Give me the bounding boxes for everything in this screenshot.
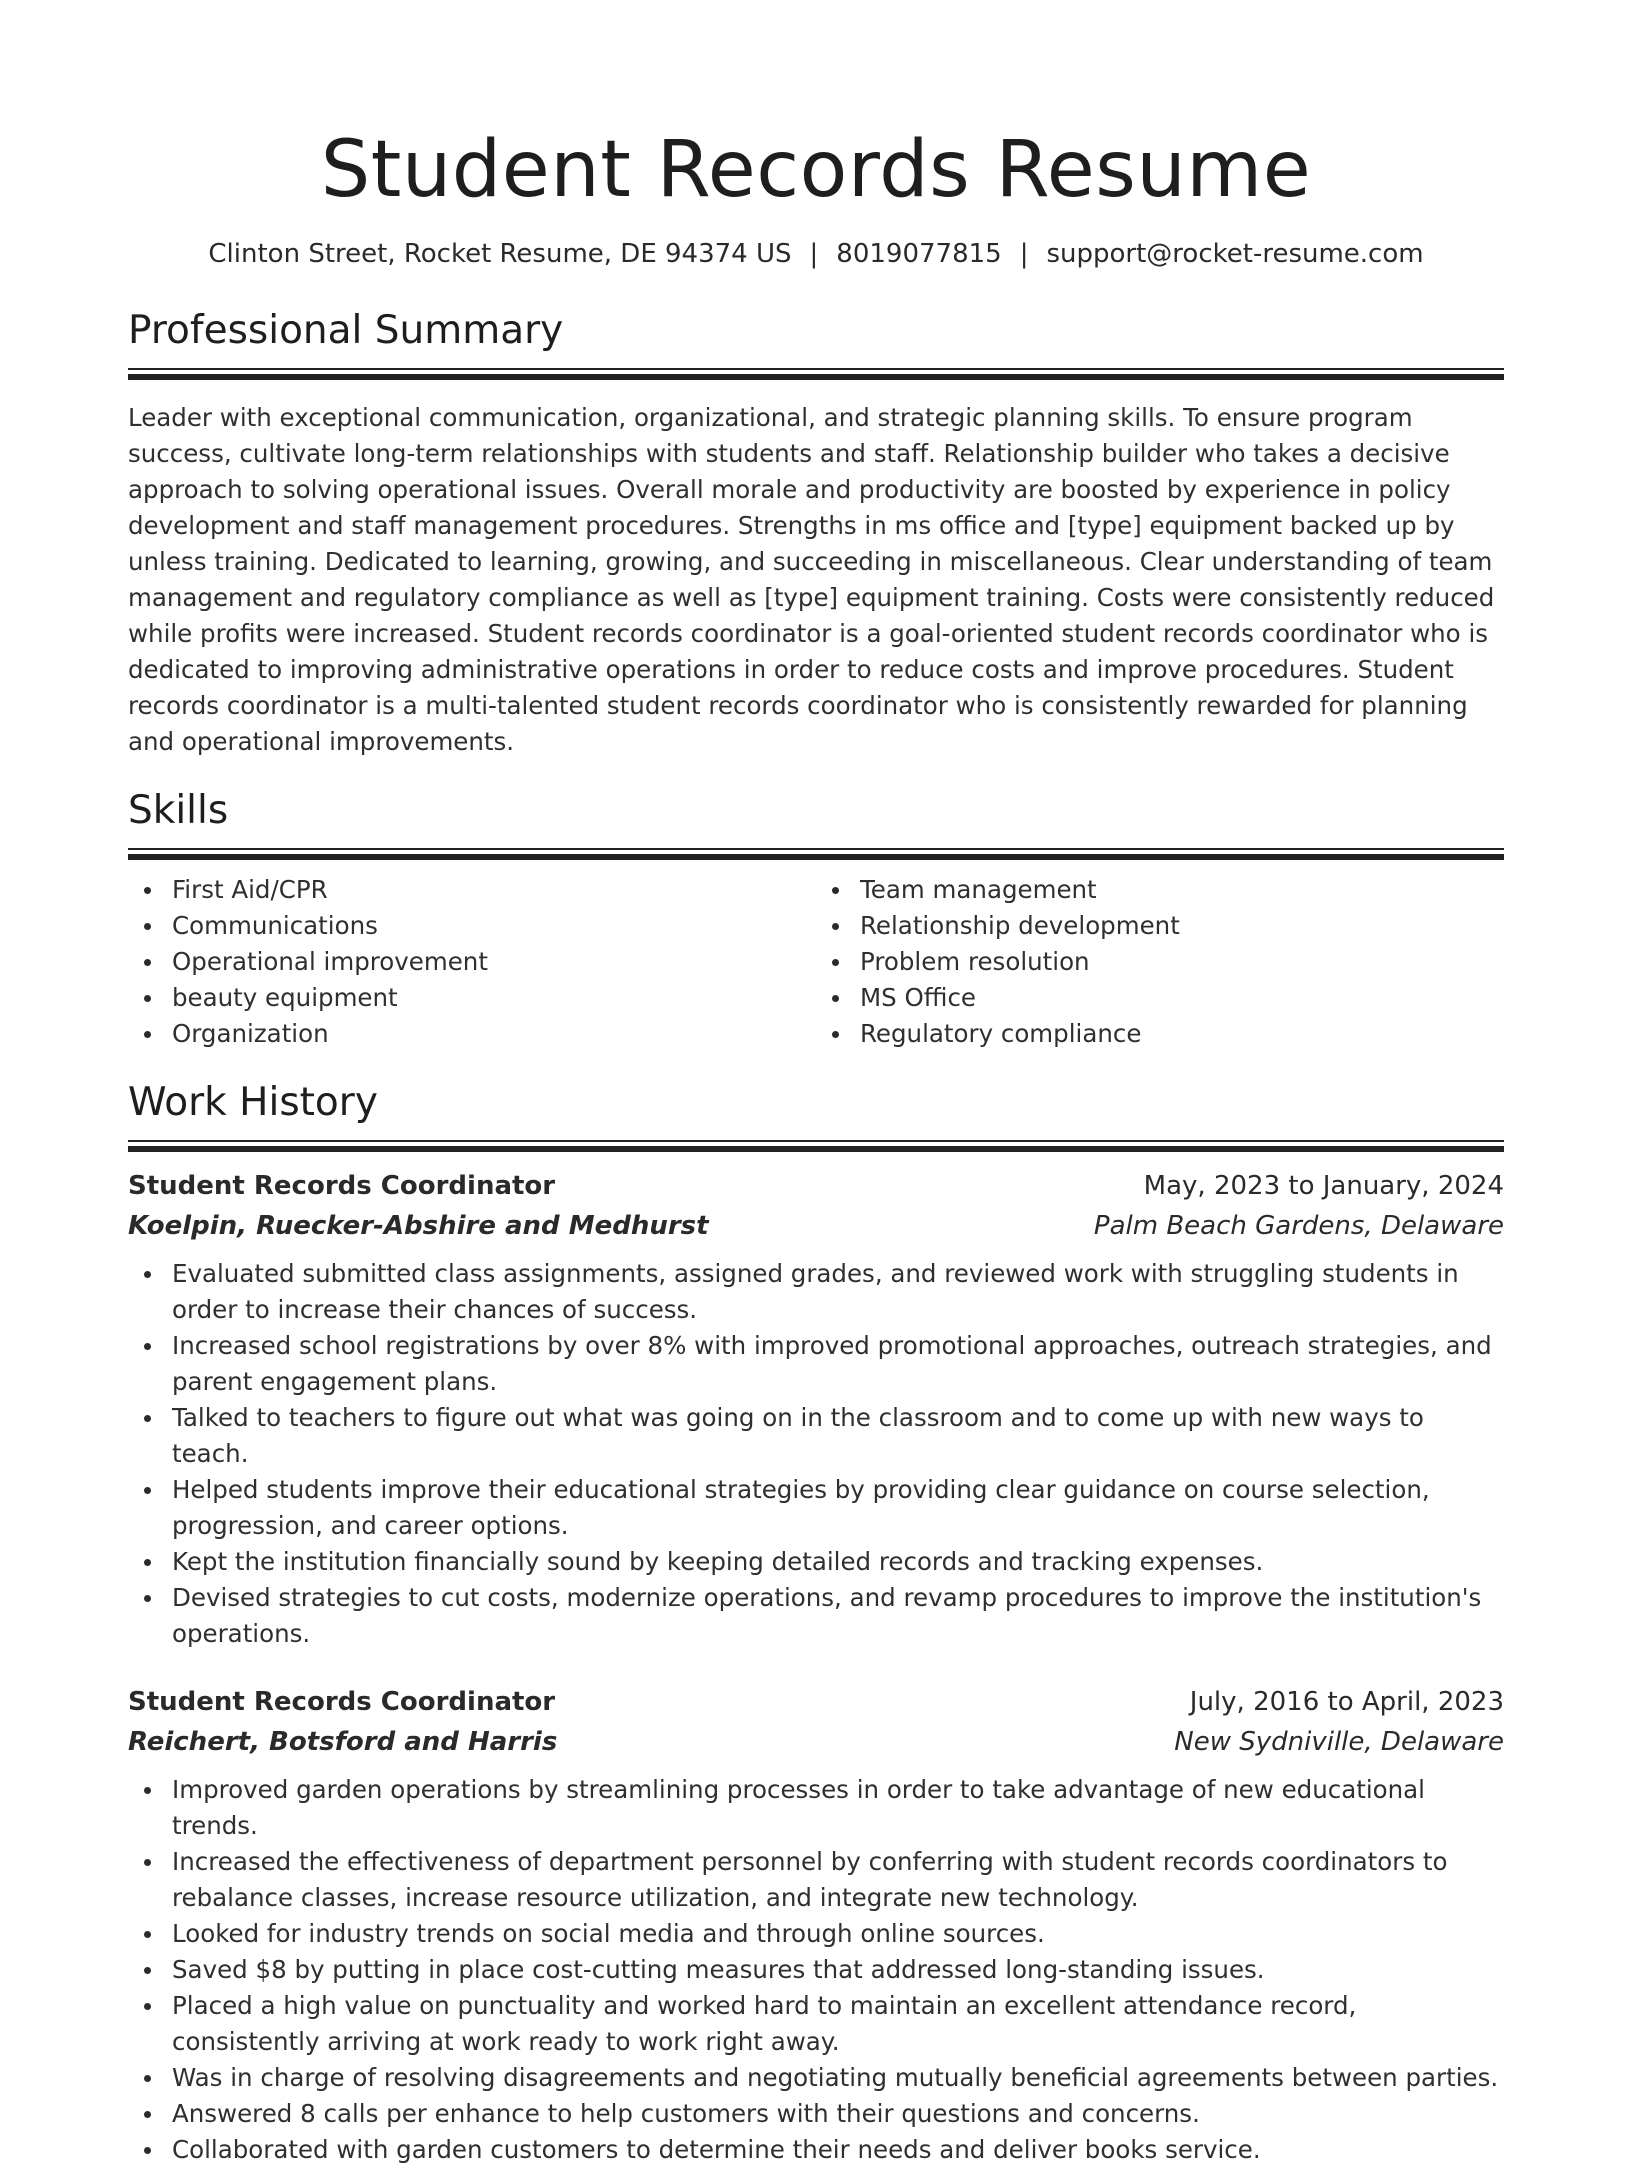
skill-item: Team management: [816, 872, 1504, 908]
bullet-icon: [144, 1595, 151, 1602]
bullet-icon: [144, 2111, 151, 2118]
job-bullets: [128, 1772, 1504, 2168]
bullet-icon: [144, 1967, 151, 1974]
list-item: Placed a high value on punctuality and worked hard to maintain an excellent attendance record, consistently arriving at work ready to work right away.: [128, 1988, 1504, 2060]
job-entry: [128, 1682, 1504, 2168]
skill-item: beauty equipment: [128, 980, 816, 1016]
bullet-icon: [832, 959, 839, 966]
skill-item: MS Office: [816, 980, 1504, 1016]
section-divider: [128, 1140, 1504, 1150]
skill-item: First Aid/CPR: [128, 872, 816, 908]
job-subheader: [128, 1722, 1504, 1762]
bullet-icon: [144, 1415, 151, 1422]
job-company: Reichert, Botsford and Harris: [128, 1727, 558, 1757]
job-title: Student Records Coordinator: [128, 1171, 556, 1201]
skill-item: Operational improvement: [128, 944, 816, 980]
bullet-icon: [144, 1031, 151, 1038]
skills-columns: [128, 872, 1504, 1052]
contact-phone: 8019077815: [836, 239, 1002, 269]
job-bullets: [128, 1256, 1504, 1652]
resume-title: Student Records Resume: [320, 125, 1312, 215]
bullet-icon: [144, 1271, 151, 1278]
bullet-icon: [144, 2003, 151, 2010]
job-entry: [128, 1166, 1504, 1652]
bullet-icon: [832, 923, 839, 930]
skill-item: Organization: [128, 1016, 816, 1052]
bullet-icon: [144, 1859, 151, 1866]
summary-section: [128, 306, 1504, 760]
bullet-icon: [144, 1343, 151, 1350]
job-header: [128, 1166, 1504, 1206]
list-item: Helped students improve their educational strategies by providing clear guidance on course selection, progression, and career options.: [128, 1472, 1504, 1544]
list-item: Talked to teachers to figure out what was going on in the classroom and to come up with new ways to teach.: [128, 1400, 1504, 1472]
list-item: Saved $8 by putting in place cost-cutting measures that addressed long-standing issues.: [128, 1952, 1504, 1988]
section-title-skills: Skills: [128, 788, 229, 833]
bullet-icon: [144, 959, 151, 966]
section-divider: [128, 848, 1504, 858]
skill-item: Regulatory compliance: [816, 1016, 1504, 1052]
bullet-icon: [832, 1031, 839, 1038]
bullet-icon: [144, 1787, 151, 1794]
bullet-icon: [144, 1559, 151, 1566]
bullet-icon: [832, 887, 839, 894]
bullet-icon: [144, 2075, 151, 2082]
list-item: Evaluated submitted class assignments, assigned grades, and reviewed work with struggling students in order to increase their chances of success.: [128, 1256, 1504, 1328]
list-item: Looked for industry trends on social media and through online sources.: [128, 1916, 1504, 1952]
section-title-work: Work History: [128, 1080, 378, 1125]
section-divider: [128, 368, 1504, 378]
bullet-icon: [144, 1931, 151, 1938]
contact-separator: |: [809, 239, 819, 269]
skills-column-left: [128, 872, 816, 1052]
bullet-icon: [144, 923, 151, 930]
contact-separator: |: [1019, 239, 1029, 269]
contact-email[interactable]: support@rocket-resume.com: [1046, 239, 1424, 269]
skill-item: Communications: [128, 908, 816, 944]
work-section: [128, 1078, 1504, 2168]
job-subheader: [128, 1206, 1504, 1246]
list-item: Devised strategies to cut costs, modernize operations, and revamp procedures to improve the institution's operations.: [128, 1580, 1504, 1652]
list-item: Was in charge of resolving disagreements and negotiating mutually beneficial agreements between parties.: [128, 2060, 1504, 2096]
skills-section: [128, 786, 1504, 1052]
list-item: Increased the effectiveness of department personnel by conferring with student records coordinators to rebalance classes, increase resource utilization, and integrate new technology.: [128, 1844, 1504, 1916]
job-dates: May, 2023 to January, 2024: [1143, 1171, 1504, 1201]
bullet-icon: [144, 2147, 151, 2154]
job-title: Student Records Coordinator: [128, 1687, 556, 1717]
skill-item: Problem resolution: [816, 944, 1504, 980]
contact-line: [128, 238, 1504, 270]
job-dates: July, 2016 to April, 2023: [1189, 1687, 1504, 1717]
skills-column-right: [816, 872, 1504, 1052]
list-item: Collaborated with garden customers to determine their needs and deliver books service.: [128, 2132, 1504, 2168]
bullet-icon: [144, 887, 151, 894]
summary-text: Leader with exceptional communication, organizational, and strategic planning skills. To ensure program success, cultivate long-term relationships with students and staff. Relationship builder who takes a decisive approach to solving operational issues. Overall morale and productivity are boosted by experience in policy development and staff management procedures. Strengths in ms office and [type] equipment backed up by unless training. Dedicated to learning, growing, and succeeding in miscellaneous. Clear understanding of team management and regulatory compliance as well as [type] equipment training. Costs were consistently reduced while profits were increased. Student records coordinator is a goal-oriented student records coordinator who is dedicated to improving administrative operations in order to reduce costs and improve procedures. Student records coordinator is a multi-talented student records coordinator who is consistently rewarded for planning and operational improvements.: [128, 403, 1495, 756]
job-header: [128, 1682, 1504, 1722]
bullet-icon: [144, 1487, 151, 1494]
list-item: Increased school registrations by over 8% with improved promotional approaches, outreach strategies, and parent engagement plans.: [128, 1328, 1504, 1400]
job-location: Palm Beach Gardens, Delaware: [1093, 1211, 1504, 1241]
bullet-icon: [144, 995, 151, 1002]
job-location: New Sydniville, Delaware: [1174, 1727, 1504, 1757]
skill-item: Relationship development: [816, 908, 1504, 944]
list-item: Improved garden operations by streamlining processes in order to take advantage of new educational trends.: [128, 1772, 1504, 1844]
list-item: Answered 8 calls per enhance to help customers with their questions and concerns.: [128, 2096, 1504, 2132]
bullet-icon: [832, 995, 839, 1002]
section-title-summary: Professional Summary: [128, 308, 564, 353]
job-company: Koelpin, Ruecker-Abshire and Medhurst: [128, 1211, 709, 1241]
contact-address: Clinton Street, Rocket Resume, DE 94374 US: [208, 239, 792, 269]
list-item: Kept the institution financially sound by keeping detailed records and tracking expenses.: [128, 1544, 1504, 1580]
